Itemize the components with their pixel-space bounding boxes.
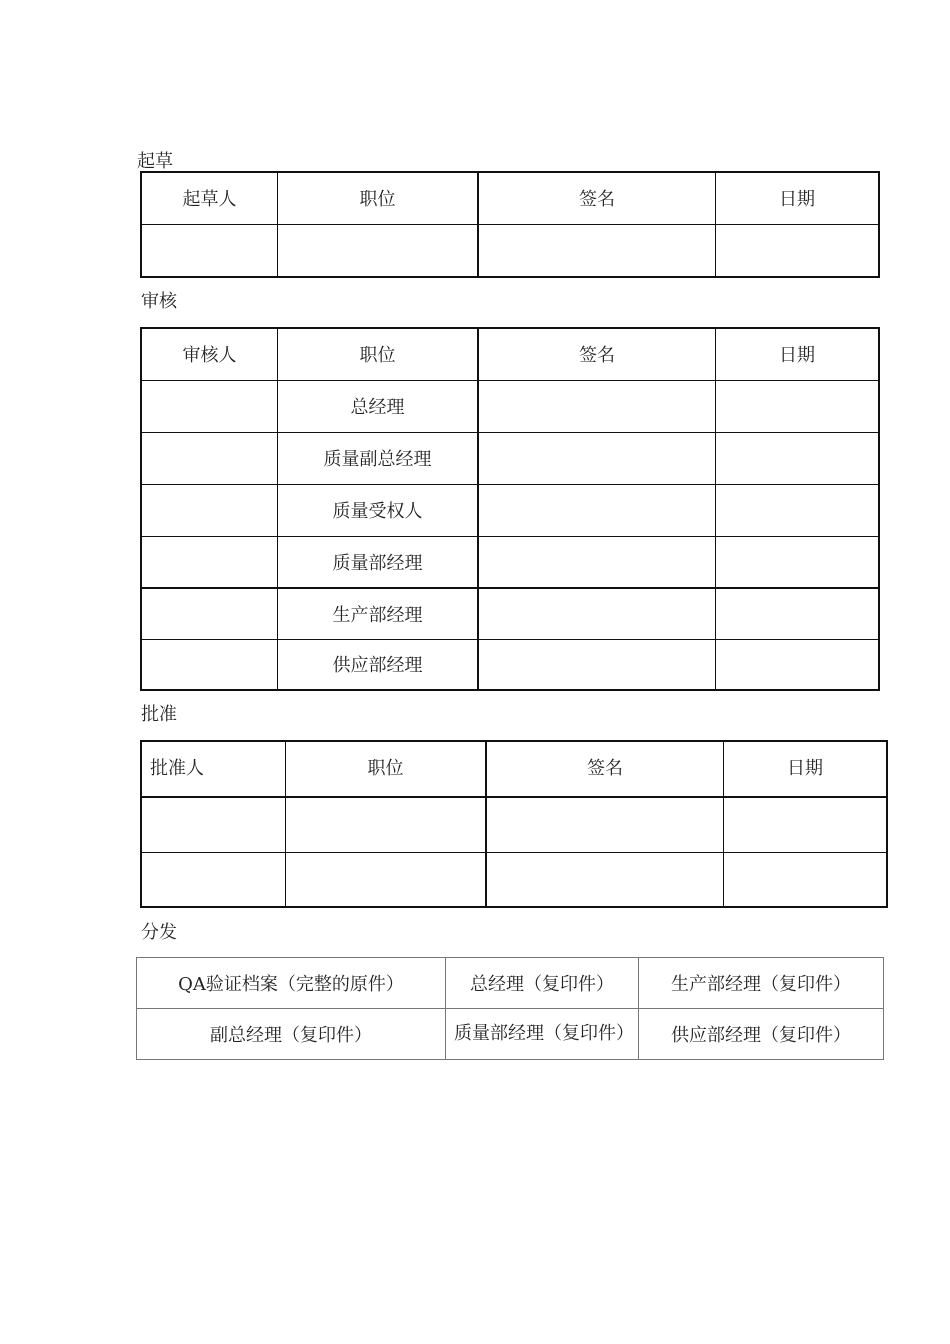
table-row [141,224,879,277]
header-signature: 签名 [478,172,716,224]
reviewer-cell[interactable] [141,432,278,484]
date-cell[interactable] [716,380,880,432]
header-reviewer: 审核人 [141,328,278,380]
header-signature: 签名 [478,328,716,380]
table-row [137,958,884,1009]
date-cell[interactable] [716,536,880,588]
review-section-title: 审核 [141,291,177,312]
header-date: 日期 [716,172,880,224]
header-position: 职位 [286,741,487,797]
draft-table [140,171,880,278]
distribution-cell: 生产部经理（复印件） [639,958,884,1009]
table-row [141,639,879,690]
signature-cell[interactable] [478,484,716,536]
distribution-cell: 总经理（复印件） [446,958,639,1009]
signature-cell[interactable] [478,432,716,484]
date-cell[interactable] [716,224,880,277]
position-cell: 供应部经理 [278,639,479,690]
position-cell: 生产部经理 [278,588,479,639]
reviewer-cell[interactable] [141,380,278,432]
date-cell[interactable] [716,588,880,639]
table-row [141,432,879,484]
signature-cell[interactable] [478,639,716,690]
distribution-section-title: 分发 [141,922,177,943]
signature-cell[interactable] [486,852,724,907]
draft-header-row [141,172,879,224]
table-row [141,380,879,432]
date-cell[interactable] [716,432,880,484]
signature-cell[interactable] [478,380,716,432]
header-approver: 批准人 [141,741,286,797]
approve-table [140,740,888,908]
approver-cell[interactable] [141,852,286,907]
distribution-cell: QA验证档案（完整的原件） [137,958,446,1009]
approve-header-row [141,741,887,797]
position-cell[interactable] [286,852,487,907]
distribution-cell: 副总经理（复印件） [137,1009,446,1060]
date-cell[interactable] [716,484,880,536]
reviewer-cell[interactable] [141,588,278,639]
reviewer-cell[interactable] [141,484,278,536]
signature-cell[interactable] [486,797,724,852]
distribution-cell: 供应部经理（复印件） [639,1009,884,1060]
header-drafter: 起草人 [141,172,278,224]
review-header-row [141,328,879,380]
date-cell[interactable] [724,797,888,852]
reviewer-cell[interactable] [141,639,278,690]
drafter-cell[interactable] [141,224,278,277]
header-date: 日期 [724,741,888,797]
position-cell: 质量部经理 [278,536,479,588]
header-signature: 签名 [486,741,724,797]
header-position: 职位 [278,172,479,224]
distribution-table [136,957,884,1060]
position-cell: 质量副总经理 [278,432,479,484]
position-cell[interactable] [286,797,487,852]
distribution-cell: 质量部经理（复印件） [446,1009,639,1060]
table-row [141,797,887,852]
table-row [137,1009,884,1060]
review-table [140,327,880,691]
approve-section-title: 批准 [141,704,177,725]
position-cell[interactable] [278,224,479,277]
header-position: 职位 [278,328,479,380]
position-cell: 质量受权人 [278,484,479,536]
date-cell[interactable] [724,852,888,907]
reviewer-cell[interactable] [141,536,278,588]
signature-cell[interactable] [478,588,716,639]
draft-section-title: 起草 [137,151,173,172]
table-row [141,852,887,907]
date-cell[interactable] [716,639,880,690]
position-cell: 总经理 [278,380,479,432]
table-row [141,484,879,536]
signature-cell[interactable] [478,536,716,588]
approver-cell[interactable] [141,797,286,852]
header-date: 日期 [716,328,880,380]
table-row [141,588,879,639]
table-row [141,536,879,588]
signature-cell[interactable] [478,224,716,277]
